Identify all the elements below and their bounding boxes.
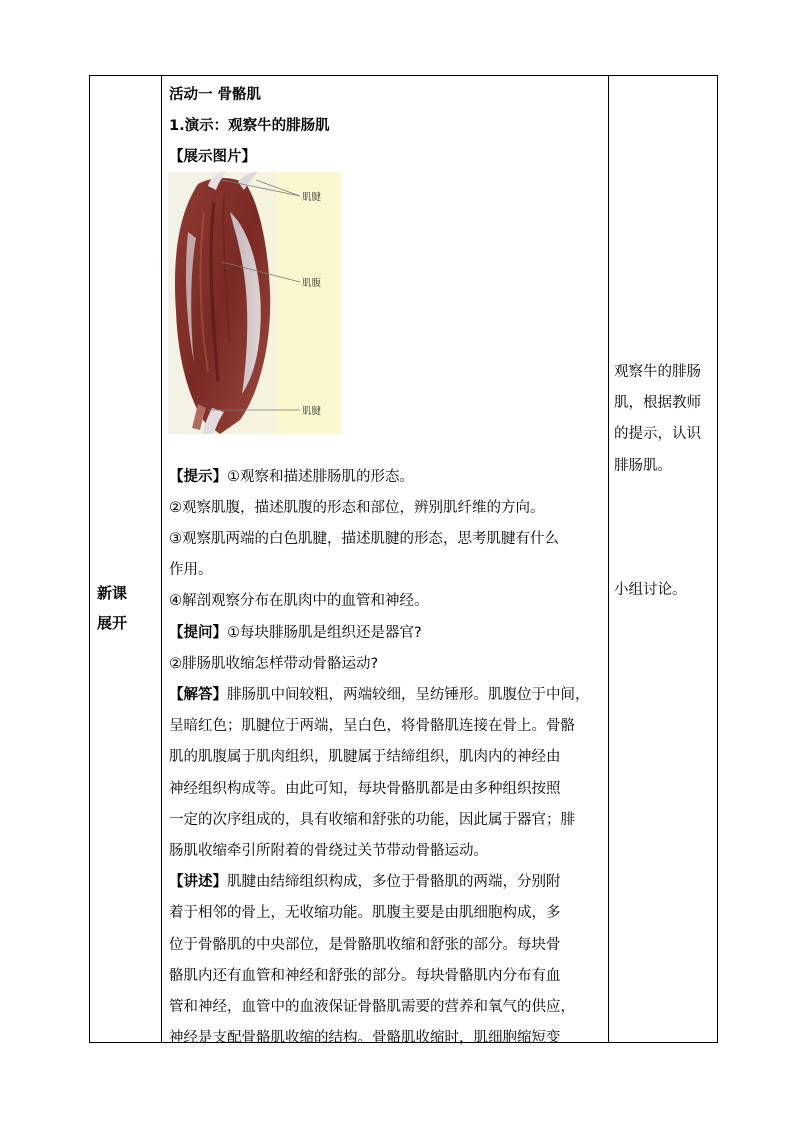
hint-line: 作用。 — [169, 562, 213, 579]
section-label-line: 新课 — [97, 584, 128, 602]
answer-line: 肠肌收缩牵引所附着的骨绕过关节带动骨骼运动。 — [169, 843, 488, 860]
note-line: 肌，根据教师 — [614, 395, 701, 412]
note-line: 观察牛的腓肠 — [614, 364, 701, 380]
answer-tag: 【解答】 — [169, 687, 227, 704]
hint-line: ④解剖观察分布在肌肉中的血管和神经。 — [169, 593, 429, 610]
hint-tag: 【提示】 — [169, 468, 227, 485]
question-line: ②腓肠肌收缩怎样带动骨骼运动? — [169, 655, 379, 672]
answer-line: 呈暗红色；肌腱位于两端，呈白色，将骨骼肌连接在骨上。骨骼 — [169, 718, 575, 735]
table-cell-section — [89, 75, 162, 1043]
activity-title: 活动一 骨骼肌 — [169, 87, 262, 103]
lecture-line: 【讲述】肌腱由结缔组织构成，多位于骨骼肌的两端，分别附 — [169, 874, 561, 891]
gastrocnemius-figure — [168, 172, 341, 434]
lecture-line: 管和神经，血管中的血液保证骨骼肌需要的营养和氧气的供应， — [169, 999, 575, 1016]
student-activity-discuss — [614, 575, 714, 606]
answer-line: 神经组织构成等。由此可知，每块骨骼肌都是由多种组织按照 — [169, 780, 561, 797]
lecture-tag: 【讲述】 — [169, 874, 227, 891]
question-tag: 【提问】 — [169, 624, 227, 641]
note-line: 小组讨论。 — [614, 582, 687, 598]
hint-line: ②观察肌腹，描述肌腹的形态和部位，辨别肌纤维的方向。 — [169, 499, 545, 516]
hint-line: 【提示】①观察和描述腓肠肌的形态。 — [169, 468, 414, 485]
show-image-label: 【展示图片】 — [169, 149, 256, 166]
note-line: 腓肠肌。 — [614, 457, 672, 474]
answer-line: 【解答】腓肠肌中间较粗，两端较细，呈纺锤形。肌腹位于中间， — [169, 687, 590, 704]
label-tendon-bottom: 肌腱 — [302, 406, 322, 417]
note-line: 的提示，认识 — [614, 426, 701, 443]
lecture-line: 着于相邻的骨上，无收缩功能。肌腹主要是由肌细胞构成，多 — [169, 905, 561, 922]
demo-title: 1.演示：观察牛的腓肠肌 — [169, 118, 330, 135]
answer-line: 一定的次序组成的，具有收缩和舒张的功能，因此属于器官；腓 — [169, 811, 575, 828]
section-label-line: 展开 — [97, 614, 128, 632]
student-activity-observe — [614, 357, 714, 482]
lecture-line: 位于骨骼肌的中央部位，是骨骼肌收缩和舒张的部分。每块骨 — [169, 936, 561, 953]
hint-line: ③观察肌两端的白色肌腱，描述肌腱的形态，思考肌腱有什么 — [169, 531, 559, 548]
answer-line: 肌的肌腹属于肌肉组织，肌腱属于结缔组织，肌肉内的神经由 — [169, 749, 561, 766]
section-label — [97, 578, 153, 638]
lecture-line: 骼肌内还有血管和神经和舒张的部分。每块骨骼肌内分布有血 — [169, 967, 561, 984]
table-cell-student-activity — [608, 75, 718, 1043]
label-tendon-top: 肌腱 — [302, 192, 322, 203]
label-belly: 肌腹 — [302, 278, 322, 289]
lecture-line: 神经是支配骨骼肌收缩的结构。骨骼肌收缩时，肌细胞缩短变 — [169, 1030, 561, 1047]
question-line: 【提问】①每块腓肠肌是组织还是器官? — [169, 624, 422, 641]
muscle-illustration — [168, 172, 341, 434]
